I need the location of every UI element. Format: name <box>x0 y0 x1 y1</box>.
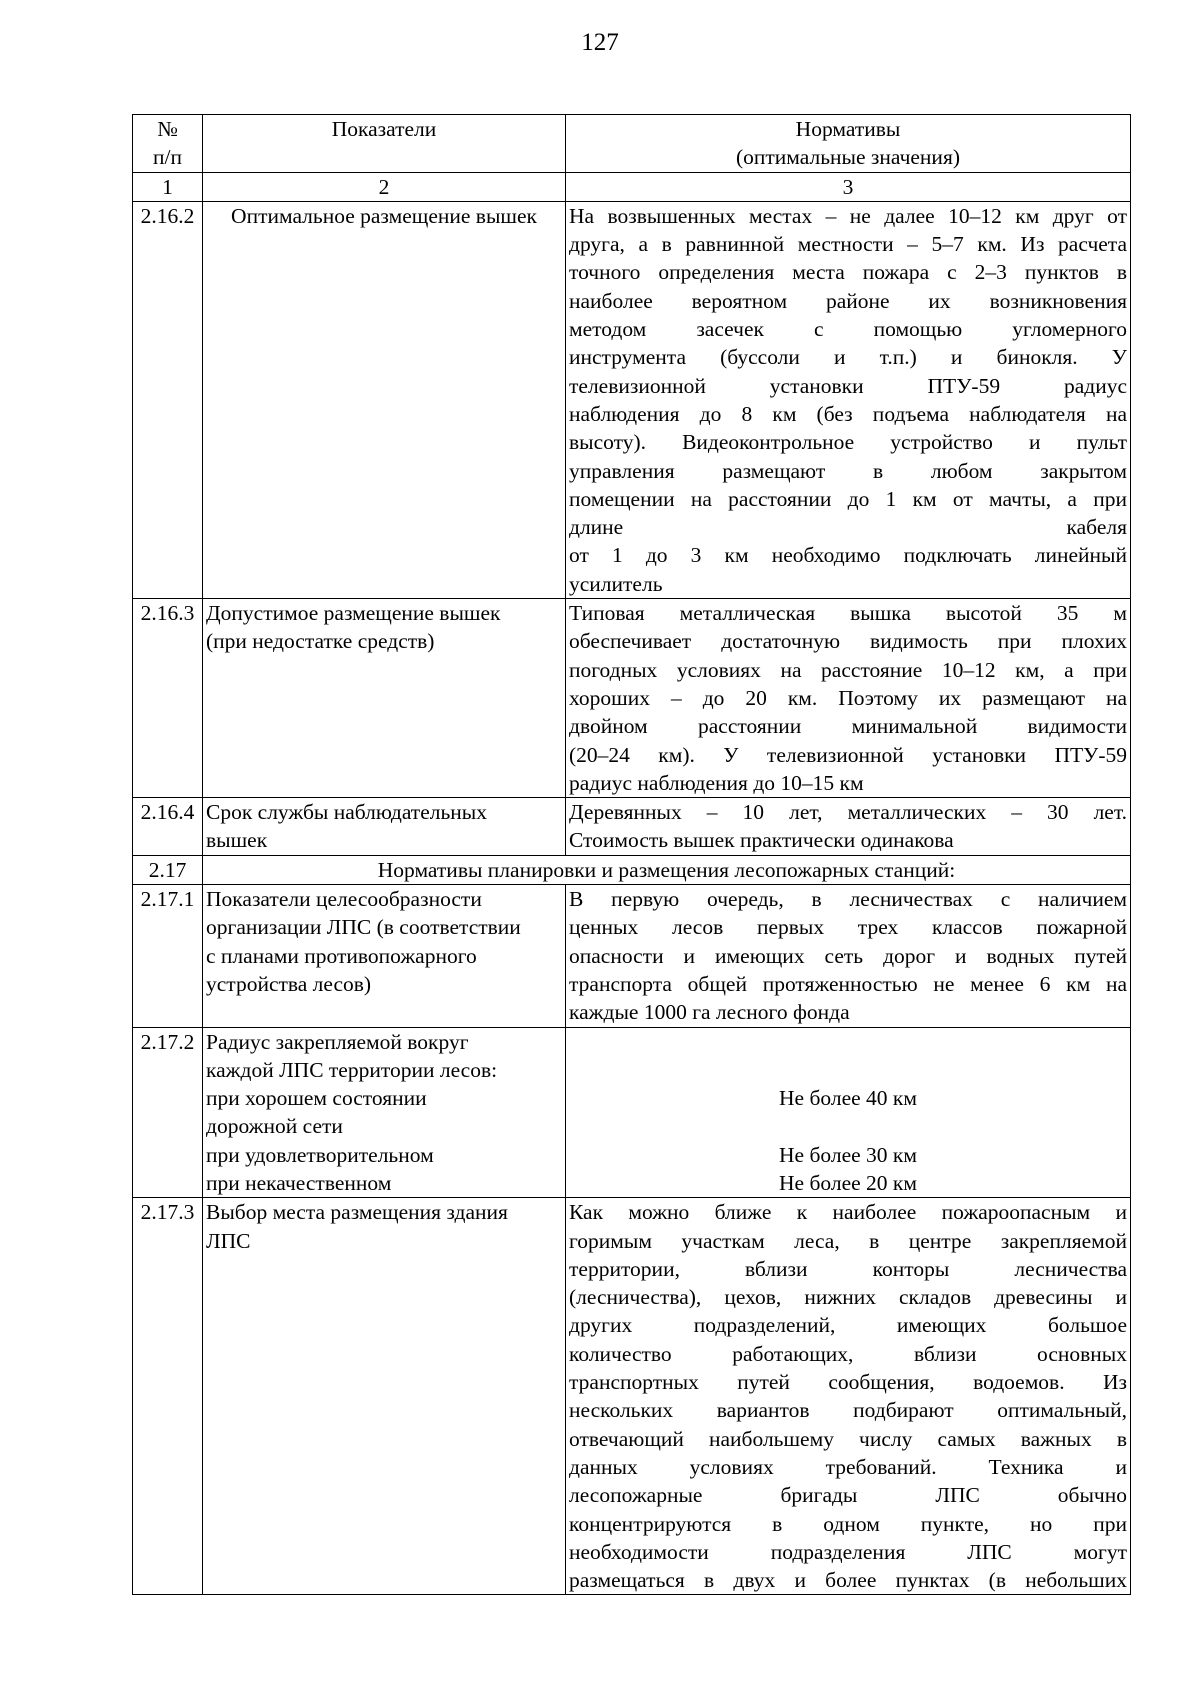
norm-line: горимым участкам леса, в центре закрепляемой <box>569 1228 1127 1253</box>
row-indicator <box>203 1027 566 1198</box>
row-indicator: Оптимальное размещение вышек <box>203 201 566 598</box>
norm-line: телевизионной установки ПТУ-59 радиус <box>569 373 1127 398</box>
column-number-1: 1 <box>133 172 203 201</box>
norm-poor-roads: Не более 20 км <box>779 1170 917 1195</box>
indicator-line: Срок службы наблюдательных <box>206 800 487 825</box>
norm-line: необходимости подразделения ЛПС могут <box>569 1539 1127 1564</box>
norm-line: территории, вблизи конторы лесничества <box>569 1256 1127 1281</box>
norm-line: наиболее вероятном районе их возникновения <box>569 288 1127 313</box>
norm-line: от 1 до 3 км необходимо подключать линейный <box>569 543 1127 568</box>
table-row <box>133 1198 1131 1595</box>
spacer <box>569 1056 1127 1084</box>
norm-line: методом засечек с помощью угломерного <box>569 317 1127 342</box>
row-number: 2.17 <box>133 855 203 884</box>
indicator-line: каждой ЛПС территории лесов: <box>206 1057 498 1082</box>
spacer <box>569 1112 1127 1140</box>
row-number: 2.16.2 <box>133 201 203 598</box>
norm-line: наблюдения до 8 км (без подъема наблюдателя на <box>569 401 1127 426</box>
row-norm <box>566 1198 1131 1595</box>
column-number-3: 3 <box>566 172 1131 201</box>
indicator-line: Выбор места размещения здания <box>206 1200 508 1225</box>
indicator-line: с планами противопожарного <box>206 943 477 968</box>
norm-line: усилитель <box>569 571 663 596</box>
table-header-row <box>133 115 1131 173</box>
norm-line: Стоимость вышек практически одинакова <box>569 828 954 853</box>
norm-line: каждые 1000 га лесного фонда <box>569 1000 850 1025</box>
header-number-abbr: п/п <box>153 145 182 170</box>
indicator-line: при хорошем состоянии <box>206 1086 427 1111</box>
indicator-line: Радиус закрепляемой вокруг <box>206 1029 469 1054</box>
norm-line: точного определения места пожара с 2–3 пунктов в <box>569 260 1127 285</box>
row-number: 2.16.4 <box>133 798 203 856</box>
table-row <box>133 599 1131 798</box>
page-number: 127 <box>581 29 619 56</box>
norm-satisfactory-roads: Не более 30 км <box>779 1142 917 1167</box>
norm-line: размещаться в двух и более пунктах (в небольших <box>569 1568 1127 1593</box>
norm-line: концентрируются в одном пункте, но при <box>569 1511 1127 1536</box>
header-number-symbol: № <box>157 117 178 141</box>
row-norm <box>566 599 1131 798</box>
header-indicators-cell <box>203 115 566 173</box>
norm-line: радиус наблюдения до 10–15 км <box>569 770 864 795</box>
row-number: 2.16.3 <box>133 599 203 798</box>
indicator-line: Показатели целесообразности <box>206 887 482 912</box>
norm-line: (лесничества), цехов, нижних складов древесины и <box>569 1285 1127 1310</box>
indicator-line: устройства лесов) <box>206 971 372 996</box>
row-norm <box>566 201 1131 598</box>
norm-good-roads: Не более 40 км <box>779 1086 917 1111</box>
norm-line: количество работающих, вблизи основных <box>569 1341 1127 1366</box>
norm-line: длине кабеля <box>569 515 1127 540</box>
norm-line: В первую очередь, в лесничествах с наличием <box>569 887 1127 912</box>
column-number-2: 2 <box>203 172 566 201</box>
row-number: 2.17.1 <box>133 885 203 1027</box>
norm-line: погодных условиях на расстояние 10–12 км, а при <box>569 657 1127 682</box>
row-indicator <box>203 885 566 1027</box>
row-norm <box>566 1027 1131 1198</box>
norm-line: лесопожарные бригады ЛПС обычно <box>569 1483 1127 1508</box>
norm-line: Деревянных – 10 лет, металлических – 30 лет. <box>569 800 1127 825</box>
norm-line: помещении на расстоянии до 1 км от мачты, а при <box>569 486 1127 511</box>
norm-line: Как можно ближе к наиболее пожароопасным и <box>569 1200 1127 1225</box>
norm-line: хороших – до 20 км. Поэтому их размещают на <box>569 685 1127 710</box>
row-number: 2.17.3 <box>133 1198 203 1595</box>
norm-line: управления размещают в любом закрытом <box>569 458 1127 483</box>
indicator-line: организации ЛПС (в соответствии <box>206 915 521 940</box>
indicator-line: (при недостатке средств) <box>206 629 435 654</box>
indicator-line: ЛПС <box>206 1228 251 1253</box>
row-indicator <box>203 798 566 856</box>
norm-line: отвечающий наибольшему числу самых важных в <box>569 1426 1127 1451</box>
section-row <box>133 855 1131 884</box>
row-indicator <box>203 599 566 798</box>
column-numbers-row <box>133 172 1131 201</box>
norm-line: На возвышенных местах – не далее 10–12 км друг от <box>569 203 1127 228</box>
row-indicator <box>203 1198 566 1595</box>
header-number-cell <box>133 115 203 173</box>
table-row <box>133 885 1131 1027</box>
header-indicators-label: Показатели <box>331 117 437 141</box>
row-norm <box>566 885 1131 1027</box>
indicator-line: при удовлетворительном <box>206 1142 434 1167</box>
norm-line: нескольких вариантов подбирают оптимальный, <box>569 1398 1127 1423</box>
section-title: Нормативы планировки и размещения лесопожарных станций: <box>203 855 1131 884</box>
norm-line: обеспечивает достаточную видимость при плохих <box>569 629 1127 654</box>
spacer <box>569 1028 1127 1056</box>
header-norms-label: Нормативы <box>795 117 901 141</box>
norm-line: двойном расстоянии минимальной видимости <box>569 714 1127 739</box>
norm-line: высоту). Видеоконтрольное устройство и пульт <box>569 430 1127 455</box>
header-norms-cell <box>566 115 1131 173</box>
row-norm <box>566 798 1131 856</box>
norm-line: опасности и имеющих сеть дорог и водных путей <box>569 943 1127 968</box>
indicator-line: дорожной сети <box>206 1114 343 1139</box>
table-row <box>133 1027 1131 1198</box>
table-row <box>133 798 1131 856</box>
norm-line: Типовая металлическая вышка высотой 35 м <box>569 601 1127 626</box>
header-norms-sublabel: (оптимальные значения) <box>735 145 960 170</box>
indicator-line: Допустимое размещение вышек <box>206 601 501 626</box>
norm-line: (20–24 км). У телевизионной установки ПТУ-59 <box>569 742 1127 767</box>
norm-line: других подразделений, имеющих большое <box>569 1313 1127 1338</box>
indicator-line: вышек <box>206 828 268 853</box>
indicator-line: при некачественном <box>206 1170 392 1195</box>
norm-line: транспортных путей сообщения, водоемов. Из <box>569 1370 1127 1395</box>
row-number: 2.17.2 <box>133 1027 203 1198</box>
norm-line: ценных лесов первых трех классов пожарной <box>569 915 1127 940</box>
norm-line: транспорта общей протяженностью не менее 6 км на <box>569 971 1127 996</box>
norm-line: инструмента (буссоли и т.п.) и бинокля. У <box>569 345 1127 370</box>
norms-table <box>132 114 1131 1595</box>
table-row <box>133 201 1131 598</box>
norm-line: данных условиях требований. Техника и <box>569 1454 1127 1479</box>
norm-line: друга, а в равнинной местности – 5–7 км. Из расчета <box>569 232 1127 257</box>
